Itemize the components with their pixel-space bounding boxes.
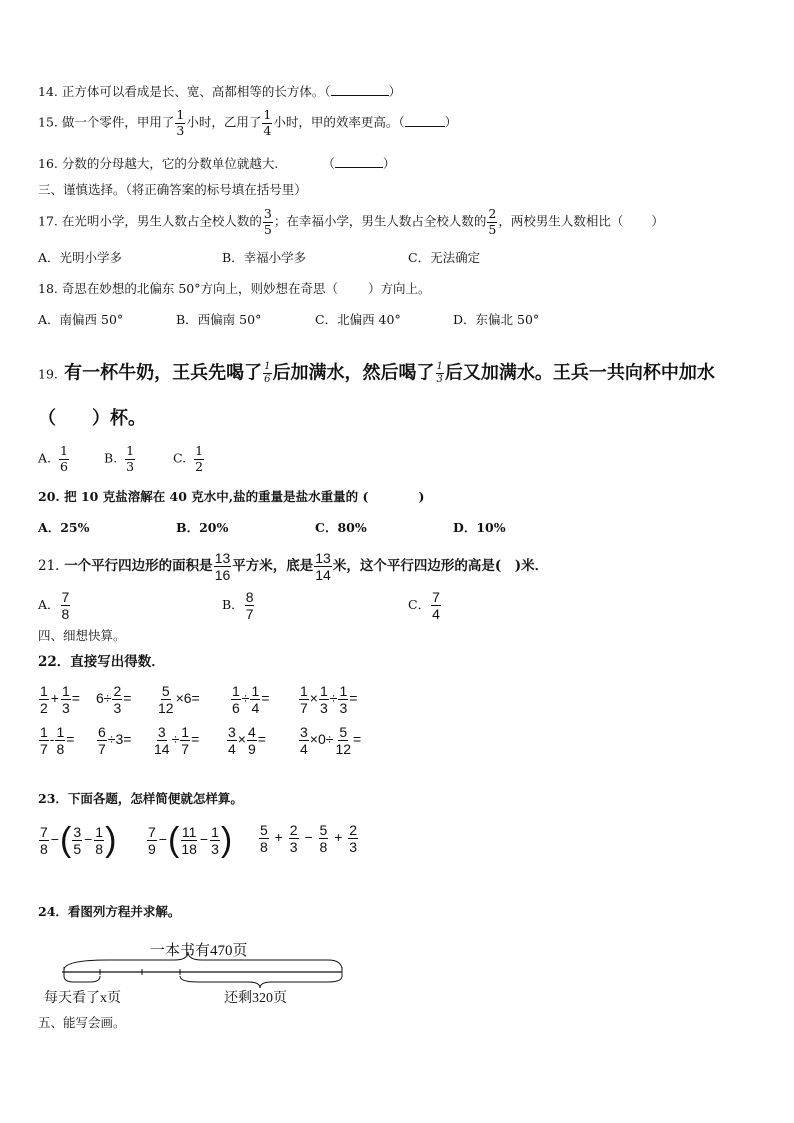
question-18: 18. 奇思在妙想的北偏东 50°方向上，则妙想在奇思（ ）方向上。 — [38, 281, 431, 296]
option-d[interactable]: D．10% — [453, 520, 506, 535]
expr-23-1: $\frac{7}{8}$ −( $\frac{3}{5}$ − $\frac{1}{8}$ ) — [40, 821, 117, 859]
answer-blank[interactable] — [331, 85, 389, 96]
question-17: 17. 在光明小学，男生人数占全校人数的 $\frac{3}{5}$ ；在幸福小学，男生人数占全校人数的 $\frac{2}{5}$ ，两校男生人数相比（ ） — [38, 206, 664, 237]
option-b[interactable]: B．幸福小学多 — [222, 250, 307, 265]
question-24-heading: 24．看图列方程并求解。 — [38, 904, 181, 919]
expr-1: $\frac{1}{2}$ + $\frac{1}{3}$ = — [40, 683, 80, 716]
section-5-heading: 五、能写会画。 — [38, 1015, 126, 1030]
question-21: 21. 一个平行四边形的面积是 $\frac{13}{16}$ 平方米，底是 $\frac{13}{14}$ 米，这个平行四边形的高是( )米． — [38, 550, 549, 583]
option-a[interactable]: A． $\frac{7}{8}$ — [38, 589, 70, 622]
option-c[interactable]: C．80% — [315, 520, 367, 535]
bottom-brace-right — [180, 976, 342, 988]
question-16: 16. 分数的分母越大，它的分数单位就越大. （ ） — [38, 156, 396, 171]
line-segment-diagram — [38, 938, 358, 1010]
option-a[interactable]: A．25% — [38, 520, 90, 535]
option-c[interactable]: C．北偏西 40° — [315, 312, 401, 327]
diagram-left-label: 每天看了x页 — [44, 991, 121, 1006]
option-b[interactable]: B. $\frac{1}{3}$ — [104, 443, 135, 474]
answer-blank[interactable] — [335, 157, 383, 168]
answer-blank[interactable] — [405, 116, 445, 127]
expr-6: $\frac{1}{7}$ - $\frac{1}{8}$ = — [40, 724, 75, 757]
diagram-top-label: 一本书有470页 — [150, 943, 248, 959]
diagram-right-label: 还剩320页 — [224, 991, 287, 1006]
option-d[interactable]: D．东偏北 50° — [453, 312, 540, 327]
question-19: 19. 有一杯牛奶，王兵先喝了 $\frac{1}{6}$ 后加满水，然后喝了 $\frac{1}{3}$ 后又加满水。王兵一共向杯中加水 — [38, 361, 715, 385]
expr-3: $\frac{5}{12}$ ×6= — [158, 683, 200, 716]
expr-5: $\frac{1}{7}$ × $\frac{1}{3}$ ÷ $\frac{1}{3}$ = — [300, 683, 358, 716]
option-b[interactable]: B．西偏南 50° — [176, 312, 262, 327]
bottom-brace-left — [64, 976, 100, 982]
section-3-heading: 三、谨慎选择。（将正确答案的标号填在括号里） — [38, 182, 307, 197]
expr-7: $\frac{6}{7}$ ÷3= — [98, 724, 132, 757]
question-23-heading: 23．下面各题，怎样简便就怎样算。 — [38, 791, 243, 806]
question-22-heading: 22．直接写出得数． — [38, 654, 165, 670]
expr-23-2: $\frac{7}{9}$ −( $\frac{11}{18}$ − $\frac{1}{3}$ ) — [148, 821, 233, 859]
expr-8: $\frac{3}{14}$ ÷ $\frac{1}{7}$ = — [154, 724, 200, 757]
option-c[interactable]: C．无法确定 — [408, 250, 481, 265]
expr-4: $\frac{1}{6}$ ÷ $\frac{1}{4}$ = — [232, 683, 270, 716]
section-4-heading: 四、细想快算。 — [38, 628, 126, 643]
question-14: 14. 正方体可以看成是长、宽、高都相等的长方体。（ ） — [38, 84, 402, 99]
option-a[interactable]: A．南偏西 50° — [38, 312, 124, 327]
option-a[interactable]: A．光明小学多 — [38, 250, 123, 265]
option-b[interactable]: B．20% — [176, 520, 229, 535]
question-19-line2: （ ）杯。 — [38, 408, 146, 429]
option-a[interactable]: A. $\frac{1}{6}$ — [38, 443, 68, 474]
expr-2: 6÷ $\frac{2}{3}$ = — [96, 683, 132, 716]
question-20: 20. 把 10 克盐溶解在 40 克水中,盐的重量是盐水重量的 ( ) — [38, 489, 425, 504]
question-15: 15. 做一个零件，甲用了 $\frac{1}{3}$ 小时，乙用了 $\frac{1}{4}$ 小时，甲的效率更高。（ ） — [38, 107, 458, 138]
option-c[interactable]: C． $\frac{7}{4}$ — [408, 589, 440, 622]
option-c[interactable]: C. $\frac{1}{2}$ — [173, 443, 204, 474]
expr-10: $\frac{3}{4}$ ×0÷ $\frac{5}{12}$ = — [300, 724, 362, 757]
expr-9: $\frac{3}{4}$ × $\frac{4}{9}$ = — [228, 724, 266, 757]
expr-23-3: $\frac{5}{8}$ + $\frac{2}{3}$ − $\frac{5}{8}$ + $\frac{2}{3}$ — [260, 822, 358, 855]
option-b[interactable]: B． $\frac{8}{7}$ — [222, 589, 254, 622]
